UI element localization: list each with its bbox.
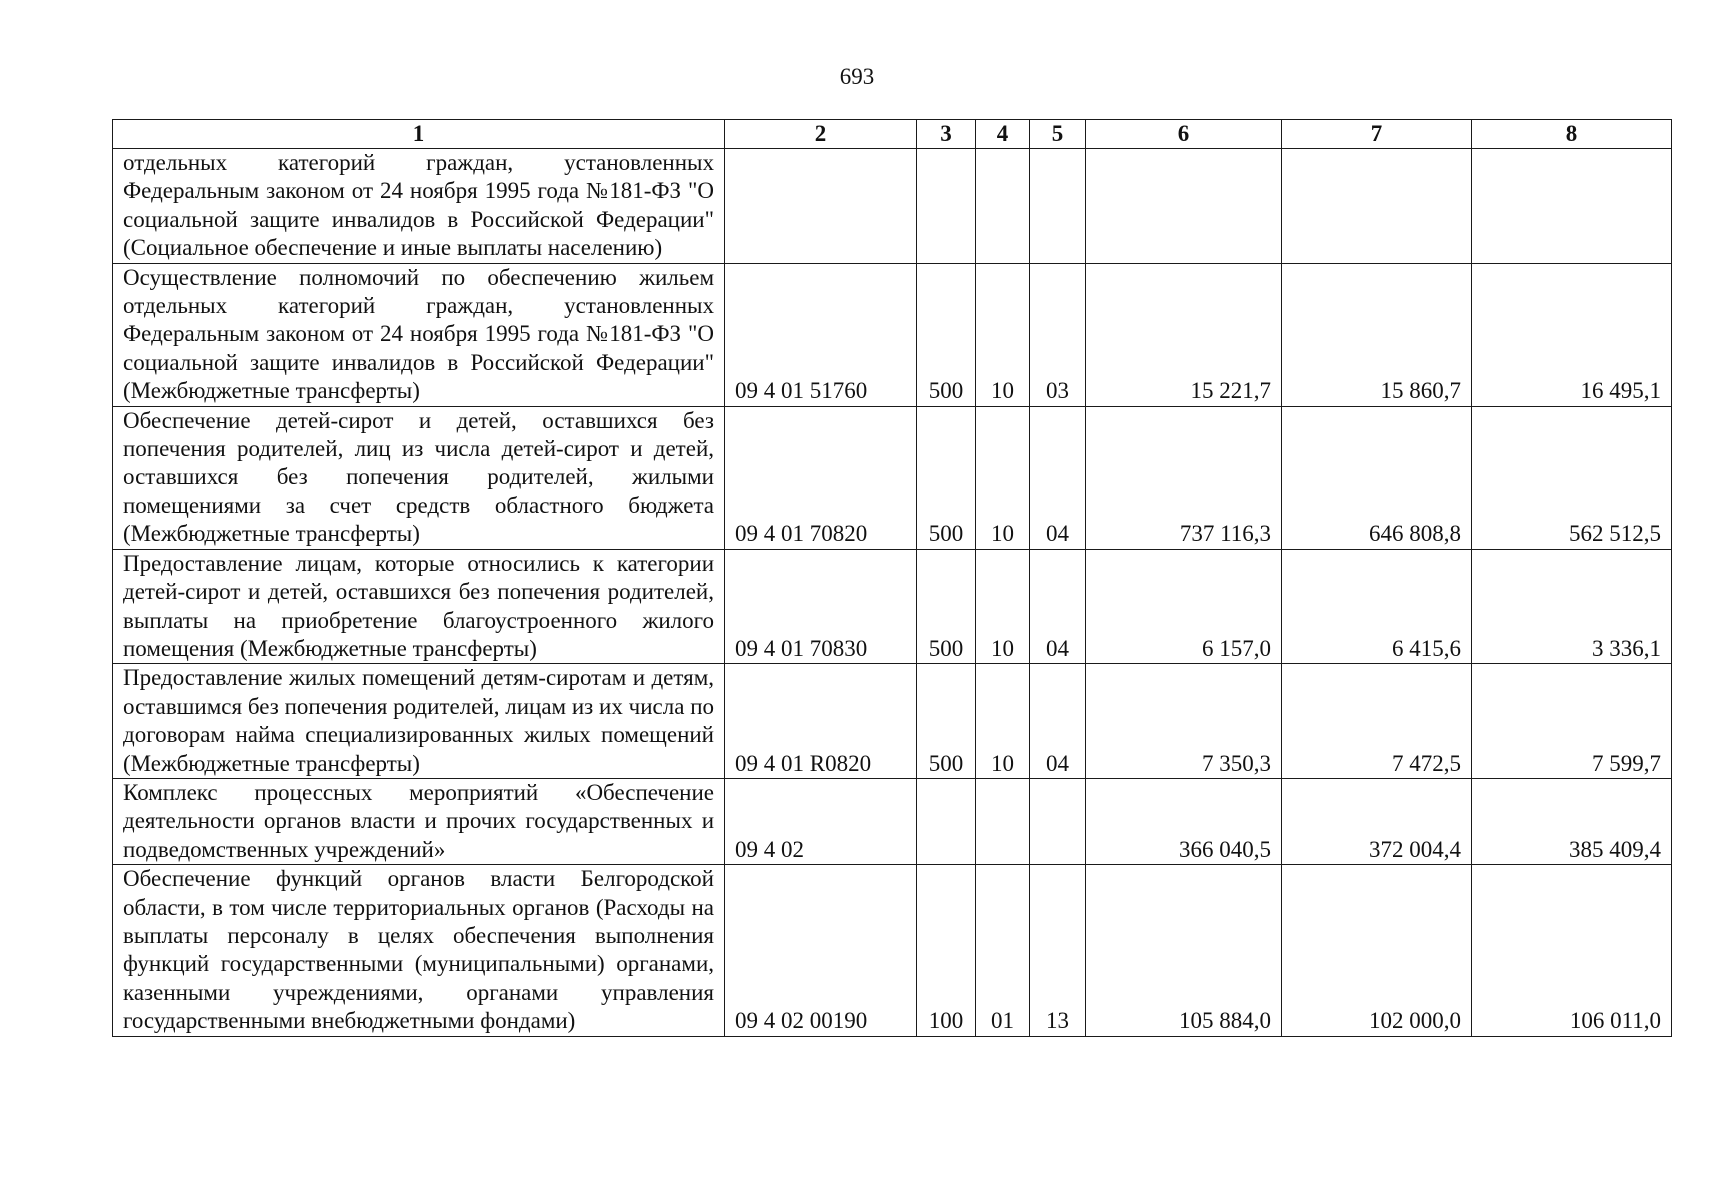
row-amount-col6: 105 884,0 <box>1086 865 1282 1036</box>
row-code: 09 4 02 00190 <box>725 865 917 1036</box>
row-amount-col6: 737 116,3 <box>1086 406 1282 549</box>
budget-table <box>112 119 1672 1037</box>
header-col-3: 3 <box>917 120 976 149</box>
table-row <box>113 406 1672 549</box>
row-vr: 500 <box>917 406 976 549</box>
row-code: 09 4 01 51760 <box>725 263 917 406</box>
row-description: Комплекс процессных мероприятий «Обеспечение деятельности органов власти и прочих государственных и подведомственных учреждений» <box>113 778 725 864</box>
header-col-1: 1 <box>113 120 725 149</box>
row-amount-col7: 6 415,6 <box>1282 549 1472 664</box>
row-description: Предоставление лицам, которые относились к категории детей-сирот и детей, оставшихся без попечения родителей, выплаты на приобретение благоустроенного жилого помещения (Межбюджетные трансферты) <box>113 549 725 664</box>
row-code <box>725 149 917 264</box>
row-rz <box>976 778 1030 864</box>
row-description: Обеспечение детей-сирот и детей, оставшихся без попечения родителей, лиц из числа детей-сирот и детей, оставшихся без попечения родителей, жилыми помещениями за счет средств областного бюджета (Межбюджетные трансферты) <box>113 406 725 549</box>
row-pr <box>1030 149 1086 264</box>
row-rz: 10 <box>976 664 1030 779</box>
row-amount-col8: 562 512,5 <box>1472 406 1672 549</box>
table-row <box>113 778 1672 864</box>
row-code: 09 4 01 R0820 <box>725 664 917 779</box>
row-description: Обеспечение функций органов власти Белгородской области, в том числе территориальных органов (Расходы на выплаты персоналу в целях обеспечения выполнения функций государственными (муниципальными) органами, казенными учреждениями, органами управления государственными внебюджетными фондами) <box>113 865 725 1036</box>
row-code: 09 4 02 <box>725 778 917 864</box>
row-rz: 10 <box>976 549 1030 664</box>
row-code: 09 4 01 70820 <box>725 406 917 549</box>
row-rz: 10 <box>976 406 1030 549</box>
row-description: отдельных категорий граждан, установленных Федеральным законом от 24 ноября 1995 года №181-ФЗ "О социальной защите инвалидов в Российской Федерации" (Социальное обеспечение и иные выплаты населению) <box>113 149 725 264</box>
row-amount-col6: 366 040,5 <box>1086 778 1282 864</box>
row-amount-col7: 7 472,5 <box>1282 664 1472 779</box>
row-pr: 03 <box>1030 263 1086 406</box>
row-vr <box>917 149 976 264</box>
header-col-2: 2 <box>725 120 917 149</box>
header-col-5: 5 <box>1030 120 1086 149</box>
header-col-7: 7 <box>1282 120 1472 149</box>
row-pr: 04 <box>1030 549 1086 664</box>
row-amount-col6: 15 221,7 <box>1086 263 1282 406</box>
table-row <box>113 865 1672 1036</box>
row-pr <box>1030 778 1086 864</box>
row-description: Предоставление жилых помещений детям-сиротам и детям, оставшимся без попечения родителей, лицам из их числа по договорам найма специализированных жилых помещений (Межбюджетные трансферты) <box>113 664 725 779</box>
row-vr <box>917 778 976 864</box>
row-amount-col7 <box>1282 149 1472 264</box>
header-row <box>113 120 1672 149</box>
row-amount-col8 <box>1472 149 1672 264</box>
row-vr: 500 <box>917 549 976 664</box>
row-vr: 100 <box>917 865 976 1036</box>
table-row <box>113 664 1672 779</box>
row-vr: 500 <box>917 664 976 779</box>
row-amount-col8: 16 495,1 <box>1472 263 1672 406</box>
row-amount-col6 <box>1086 149 1282 264</box>
header-col-6: 6 <box>1086 120 1282 149</box>
row-amount-col7: 15 860,7 <box>1282 263 1472 406</box>
row-amount-col7: 646 808,8 <box>1282 406 1472 549</box>
row-amount-col7: 102 000,0 <box>1282 865 1472 1036</box>
table-row <box>113 549 1672 664</box>
row-amount-col8: 7 599,7 <box>1472 664 1672 779</box>
row-pr: 04 <box>1030 664 1086 779</box>
row-pr: 04 <box>1030 406 1086 549</box>
row-rz <box>976 149 1030 264</box>
row-code: 09 4 01 70830 <box>725 549 917 664</box>
row-amount-col7: 372 004,4 <box>1282 778 1472 864</box>
header-col-8: 8 <box>1472 120 1672 149</box>
row-pr: 13 <box>1030 865 1086 1036</box>
row-amount-col6: 6 157,0 <box>1086 549 1282 664</box>
row-amount-col8: 3 336,1 <box>1472 549 1672 664</box>
table-row <box>113 149 1672 264</box>
row-rz: 10 <box>976 263 1030 406</box>
row-amount-col8: 385 409,4 <box>1472 778 1672 864</box>
row-description: Осуществление полномочий по обеспечению жильем отдельных категорий граждан, установленных Федеральным законом от 24 ноября 1995 года №181-ФЗ "О социальной защите инвалидов в Российской Федерации" (Межбюджетные трансферты) <box>113 263 725 406</box>
row-rz: 01 <box>976 865 1030 1036</box>
row-vr: 500 <box>917 263 976 406</box>
row-amount-col8: 106 011,0 <box>1472 865 1672 1036</box>
header-col-4: 4 <box>976 120 1030 149</box>
table-row <box>113 263 1672 406</box>
row-amount-col6: 7 350,3 <box>1086 664 1282 779</box>
page-number: 693 <box>839 64 875 89</box>
